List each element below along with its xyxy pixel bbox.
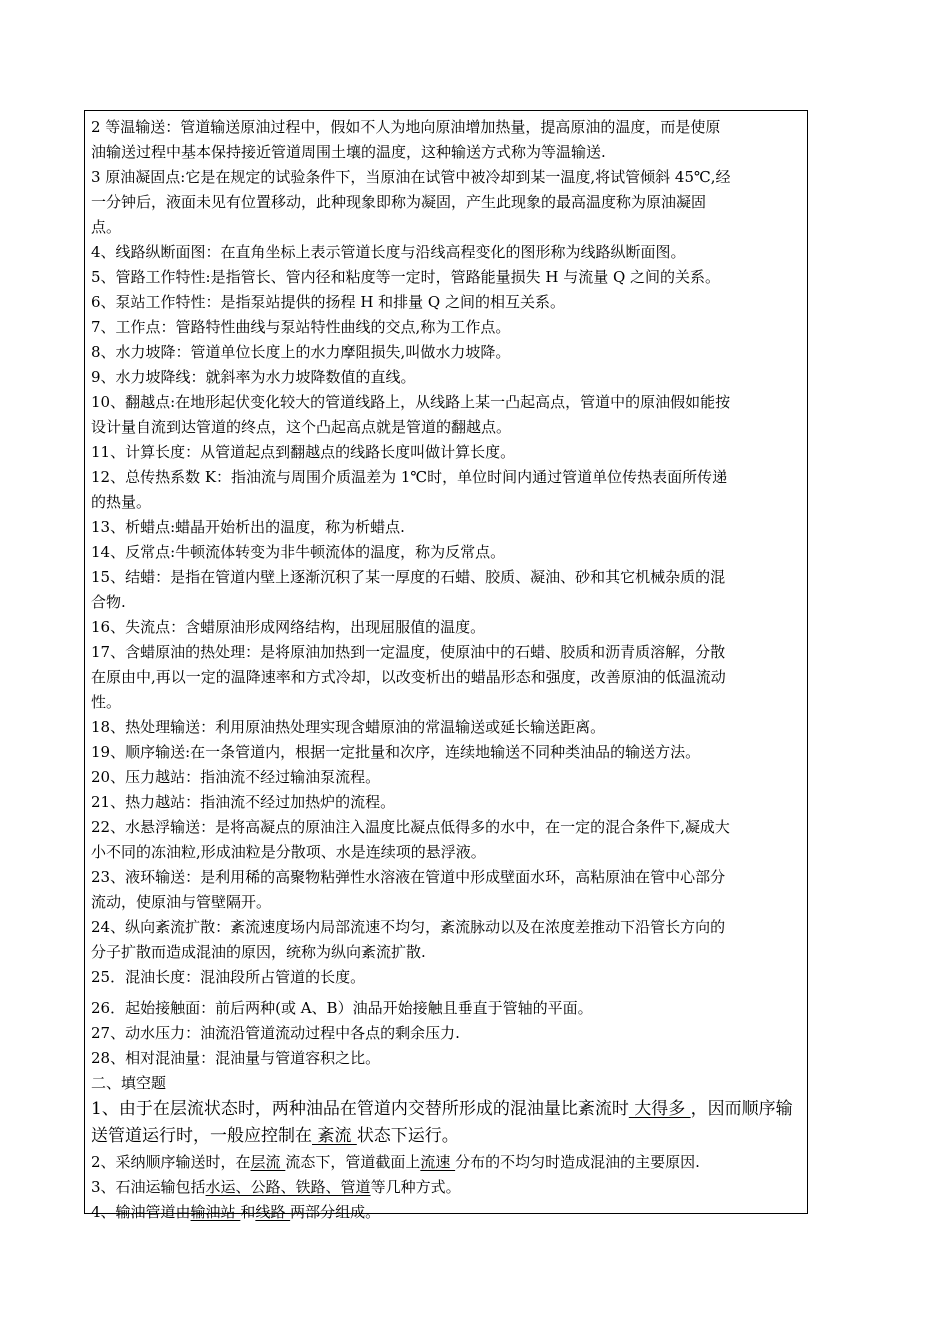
- text-line: 24、纵向紊流扩散：紊流速度场内局部流速不均匀，紊流脉动以及在浓度差推动下沿管长方向的: [91, 918, 726, 936]
- question-text: 2、采纳顺序输送时，在: [91, 1153, 251, 1171]
- text-line: 18、热处理输送：利用原油热处理实现含蜡原油的常温输送或延长输送距离。: [91, 718, 606, 736]
- text-line: 6、泵站工作特性：是指泵站提供的扬程 H 和排量 Q 之间的相互关系。: [91, 293, 565, 311]
- question-text: 1、由于在层流状态时，两种油品在管道内交替所形成的混油量比紊流时: [91, 1099, 629, 1119]
- question-text: 流态下，管道截面上: [285, 1153, 421, 1171]
- text-line: 油输送过程中基本保持接近管道周围土壤的温度，这种输送方式称为等温输送.: [91, 143, 606, 161]
- text-line: 20、压力越站：指油流不经过输油泵流程。: [91, 768, 381, 786]
- answer-blank: 层流: [250, 1153, 286, 1171]
- text-line: 小不同的冻油粒,形成油粒是分散项、水是连续项的悬浮液。: [91, 843, 486, 861]
- text-line: 14、反常点:牛顿流体转变为非牛顿流体的温度，称为反常点。: [91, 543, 506, 561]
- text-line: 4、线路纵断面图：在直角坐标上表示管道长度与沿线高程变化的图形称为线路纵断面图。: [91, 243, 686, 261]
- text-line: 22、水悬浮输送：是将高凝点的原油注入温度比凝点低得多的水中，在一定的混合条件下,凝成大: [91, 818, 730, 836]
- answer-blank: 大得多: [628, 1099, 691, 1119]
- answer-blank: 线路: [255, 1203, 291, 1221]
- text-line: 11、计算长度：从管道起点到翻越点的线路长度叫做计算长度。: [91, 443, 516, 461]
- text-line: 的热量。: [91, 493, 152, 511]
- text-line: 13、析蜡点:蜡晶开始析出的温度，称为析蜡点.: [91, 518, 405, 536]
- fill-question-4: [91, 1200, 803, 1225]
- question-text: 两部分组成。: [290, 1203, 381, 1221]
- text-line: 23、液环输送：是利用稀的高聚物粘弹性水溶液在管道中形成壁面水环，高粘原油在管中心部分: [91, 868, 726, 886]
- text-line: 16、失流点：含蜡原油形成网络结构，出现屈服值的温度。: [91, 618, 486, 636]
- question-text: 状态下运行。: [356, 1126, 459, 1146]
- text-line: 在原由中,再以一定的温降速率和方式冷却，以改变析出的蜡晶形态和强度，改善原油的低温流动: [91, 668, 726, 686]
- question-text: 4、输油管道由: [91, 1203, 191, 1221]
- content-table-cell: [84, 110, 808, 1221]
- text-line: 一分钟后，液面未见有位置移动，此种现象即称为凝固，产生此现象的最高温度称为原油凝固: [91, 193, 707, 211]
- text-line: 28、相对混油量：混油量与管道容积之比。: [91, 1049, 381, 1067]
- text-line: 27、动水压力：油流沿管道流动过程中各点的剩余压力.: [91, 1024, 460, 1042]
- text-line: 性。: [91, 693, 122, 711]
- fill-question-1-cont: [91, 1123, 803, 1150]
- question-text: 等几种方式。: [370, 1178, 461, 1196]
- text-line: 19、顺序输送:在一条管道内，根据一定批量和次序，连续地输送不同种类油品的输送方法。: [91, 743, 701, 761]
- text-line: 9、水力坡降线：就斜率为水力坡降数值的直线。: [91, 368, 416, 386]
- question-text: 3、石油运输包括: [91, 1178, 206, 1196]
- fill-question-2: [91, 1150, 803, 1175]
- text-line: 设计量自流到达管道的终点，这个凸起高点就是管道的翻越点。: [91, 418, 512, 436]
- question-text: 送管道运行时，一般应控制在: [91, 1126, 312, 1146]
- answer-blank: 水运、公路、铁路、管道: [205, 1178, 371, 1196]
- answer-blank: 紊流: [312, 1126, 357, 1146]
- text-line: 5、管路工作特性:是指管长、管内径和粘度等一定时，管路能量损失 H 与流量 Q 之间的关系。: [91, 268, 721, 286]
- text-line: 合物.: [91, 593, 126, 611]
- question-text: 和: [240, 1203, 256, 1221]
- text-line: 15、结蜡：是指在管道内壁上逐渐沉积了某一厚度的石蜡、胶质、凝油、砂和其它机械杂质的混: [91, 568, 726, 586]
- text-line: 2 等温输送：管道输送原油过程中，假如不人为地向原油增加热量，提高原油的温度，而是使原: [91, 118, 721, 136]
- text-line: 10、翻越点:在地形起伏变化较大的管道线路上，从线路上某一凸起高点，管道中的原油假如能按: [91, 393, 731, 411]
- answer-blank: 输油站: [190, 1203, 241, 1221]
- text-line: 25．混油长度：混油段所占管道的长度。: [91, 968, 366, 986]
- text-line: 分子扩散而造成混油的原因，统称为纵向紊流扩散.: [91, 943, 426, 961]
- text-line: 流动，使原油与管壁隔开。: [91, 893, 272, 911]
- text-line: 12、总传热系数 K：指油流与周围介质温差为 1℃时，单位时间内通过管道单位传热表面所传递: [91, 468, 728, 486]
- fill-question-1: [91, 1096, 803, 1123]
- question-text: ，因而顺序输: [690, 1099, 793, 1119]
- section-heading: 二、填空题: [91, 1074, 167, 1092]
- text-line: 点。: [91, 218, 122, 236]
- text-line: 17、含蜡原油的热处理：是将原油加热到一定温度，使原油中的石蜡、胶质和沥青质溶解，分散: [91, 643, 726, 661]
- text-line: 3 原油凝固点:它是在规定的试验条件下，当原油在试管中被冷却到某一温度,将试管倾斜 45℃,经: [91, 168, 731, 186]
- fill-question-3: [91, 1175, 803, 1200]
- text-line: 21、热力越站：指油流不经过加热炉的流程。: [91, 793, 396, 811]
- answer-blank: 流速: [420, 1153, 456, 1171]
- text-line: 8、水力坡降：管道单位长度上的水力摩阻损失,叫做水力坡降。: [91, 343, 511, 361]
- question-text: 分布的不均匀时造成混油的主要原因.: [455, 1153, 700, 1171]
- text-line: 26．起始接触面：前后两种(或 A、B）油品开始接触且垂直于管轴的平面。: [91, 999, 593, 1017]
- text-line: 7、工作点：管路特性曲线与泵站特性曲线的交点,称为工作点。: [91, 318, 511, 336]
